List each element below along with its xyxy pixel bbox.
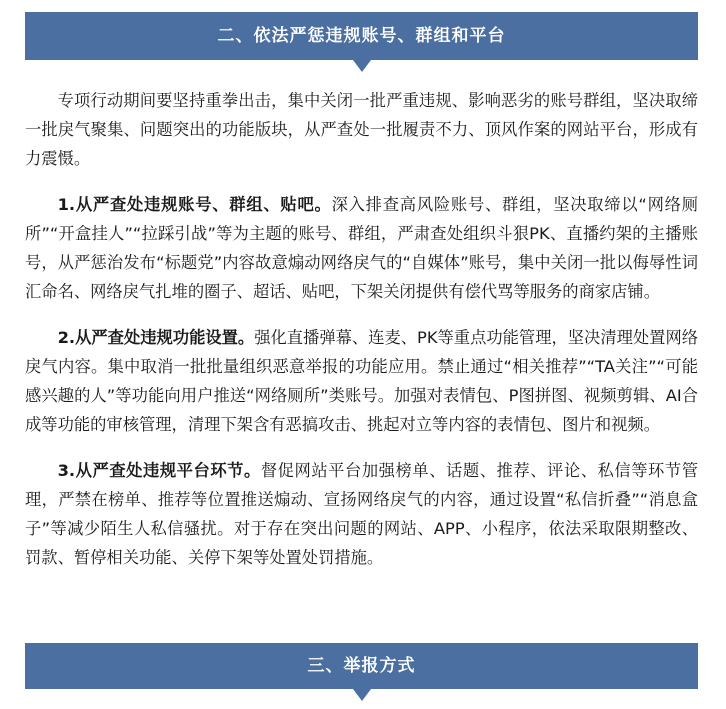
intro-paragraph: 专项行动期间要坚持重拳出击，集中关闭一批严重违规、影响恶劣的账号群组，坚决取缔一批戾气聚集、问题突出的功能版块，从严查处一批履责不力、顶风作案的网站平台，形成有力震慑。 [25, 91, 698, 168]
item-body-1: 深入排查高风险账号、群组，坚决取缔以“网络厕所”“开盒挂人”“拉踩引战”等为主题的账号、群组，严肃查处组织斗狠PK、直播约架的主播账号，从严惩治发布“标题党”内容故意煽动网络戾气的“自媒体”账号，集中关闭一批以侮辱性词汇命名、网络戾气扎堆的圈子、超话、贴吧，下架关闭提供有偿代骂等服务的商家店铺。 [25, 195, 698, 301]
section-heading-text-next: 三、举报方式 [307, 656, 416, 676]
article-body [25, 86, 698, 589]
item-lead-1: 1.从严查处违规账号、群组、贴吧。 [57, 195, 332, 214]
down-arrow-icon [353, 60, 371, 72]
section-heading-banner [25, 12, 698, 60]
item-paragraph-3 [25, 456, 698, 572]
section-heading-text: 二、依法严惩违规账号、群组和平台 [217, 26, 506, 46]
item-paragraph-2 [25, 323, 698, 439]
item-body-3: 督促网站平台加强榜单、话题、推荐、评论、私信等环节管理，严禁在榜单、推荐等位置推送煽动、宣扬网络戾气的内容，通过设置“私信折叠”“消息盒子”等减少陌生人私信骚扰。对于存在突出问题的网站、APP、小程序，依法采取限期整改、罚款、暂停相关功能、关停下架等处置处罚措施。 [25, 461, 698, 567]
section-heading-banner-next [25, 643, 698, 689]
item-lead-3: 3.从严查处违规平台环节。 [57, 461, 261, 480]
item-body-2: 强化直播弹幕、连麦、PK等重点功能管理，坚决清理处置网络戾气内容。集中取消一批批量组织恶意举报的功能应用。禁止通过“相关推荐”“TA关注”“可能感兴趣的人”等功能向用户推送“网络厕所”类账号。加强对表情包、P图拼图、视频剪辑、AI合成等功能的审核管理，清理下架含有恶搞攻击、挑起对立等内容的表情包、图片和视频。 [25, 328, 699, 434]
item-lead-2: 2.从严查处违规功能设置。 [57, 328, 255, 347]
item-paragraph-1 [25, 190, 698, 306]
down-arrow-icon [353, 689, 371, 701]
